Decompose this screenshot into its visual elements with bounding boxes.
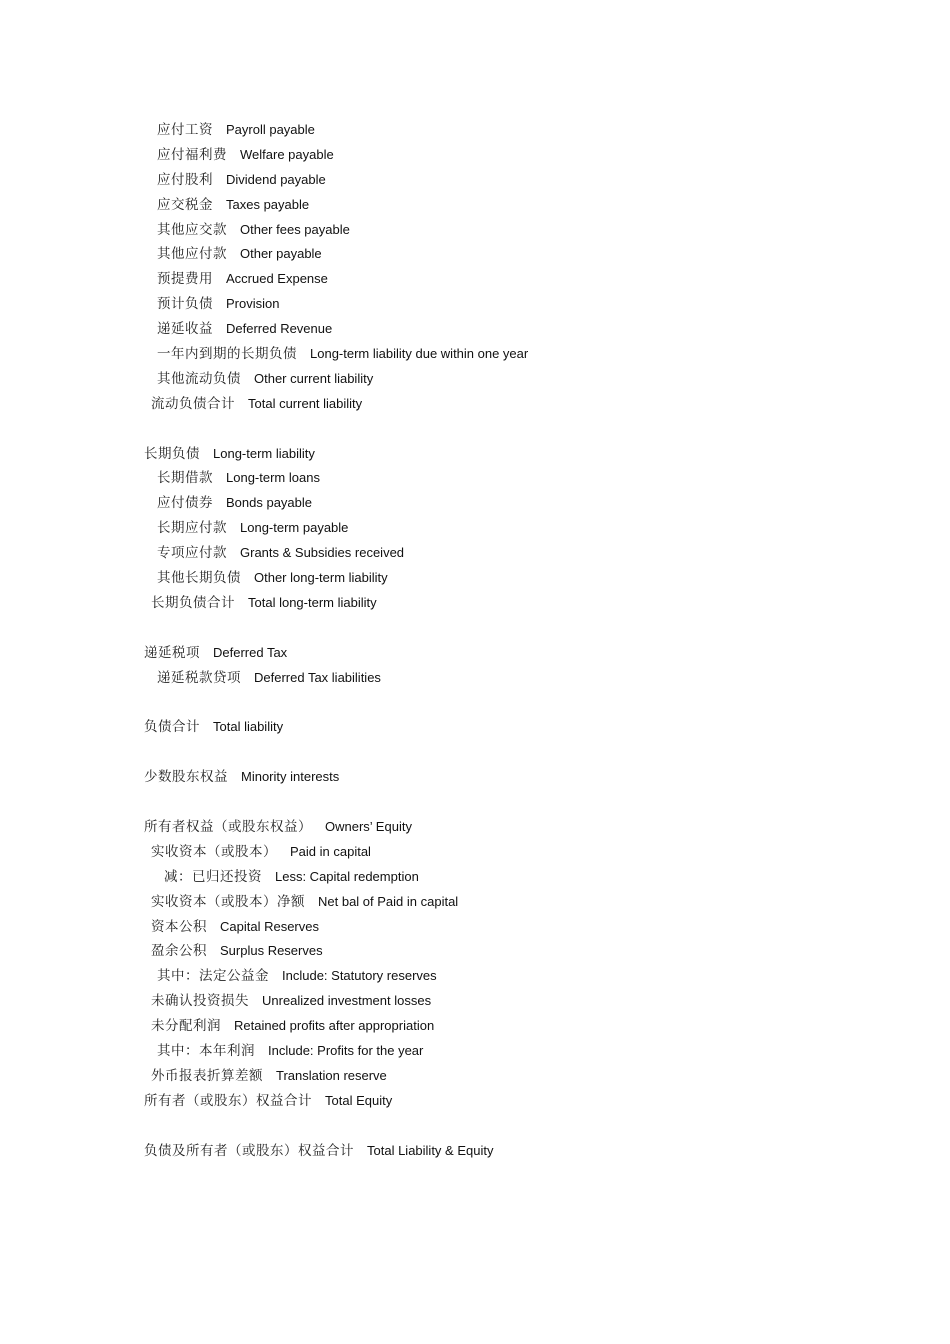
term-zh: 未分配利润 (151, 1018, 221, 1035)
term-zh: 其他流动负债 (157, 370, 241, 387)
glossary-row (144, 466, 904, 491)
glossary-row (144, 641, 904, 666)
glossary-row (144, 442, 904, 467)
term-en: Translation reserve (276, 1067, 387, 1083)
term-zh: 未确认投资损失 (151, 993, 249, 1010)
term-zh: 负债合计 (144, 719, 200, 736)
term-zh: 专项应付款 (157, 545, 227, 562)
glossary-row (144, 890, 904, 915)
term-en: Payroll payable (226, 122, 315, 137)
term-en: Include: Statutory reserves (282, 968, 437, 984)
term-en: Deferred Tax liabilities (254, 669, 381, 685)
term-zh: 长期应付款 (157, 520, 227, 537)
term-zh: 负债及所有者（或股东）权益合计 (144, 1142, 354, 1159)
term-en: Other long-term liability (254, 570, 388, 586)
term-zh: 实收资本（或股本）净额 (151, 893, 305, 910)
term-zh: 应付工资 (157, 122, 213, 138)
term-en: Grants & Subsidies received (240, 545, 405, 561)
term-zh: 盈余公积 (151, 943, 207, 960)
blank-line (144, 1114, 904, 1139)
term-zh: 长期负债合计 (151, 594, 235, 611)
glossary-row (144, 242, 904, 267)
term-zh: 递延税款贷项 (157, 669, 241, 686)
glossary-row (144, 715, 904, 740)
term-en: Total long-term liability (248, 594, 377, 610)
term-en: Bonds payable (226, 495, 313, 511)
glossary-row (144, 765, 904, 790)
glossary-row (144, 491, 904, 516)
term-zh: 长期借款 (157, 470, 213, 487)
term-en: Minority interests (241, 769, 340, 785)
term-zh: 递延收益 (157, 321, 213, 338)
term-zh: 外币报表折算差额 (151, 1067, 263, 1084)
term-zh: 其他应付款 (157, 246, 227, 263)
term-en: Taxes payable (226, 196, 310, 212)
term-zh: 流动负债合计 (151, 395, 235, 412)
term-en: Owners’ Equity (325, 818, 412, 834)
term-en: Long-term payable (240, 520, 349, 536)
term-zh: 资本公积 (151, 918, 207, 935)
glossary-row (144, 367, 904, 392)
term-zh: 长期负债 (144, 445, 200, 462)
glossary-row (144, 118, 904, 143)
term-en: Total Liability & Equity (367, 1142, 494, 1158)
term-zh: 所有者权益（或股东权益） (144, 818, 312, 835)
glossary-row (144, 168, 904, 193)
glossary-row (144, 1064, 904, 1089)
term-zh: 递延税项 (144, 644, 200, 661)
term-zh: 减：已归还投资 (164, 868, 262, 885)
term-en: Long-term liability (213, 445, 315, 461)
glossary-row (144, 591, 904, 616)
term-zh: 其中：本年利润 (157, 1042, 255, 1059)
glossary-row (144, 840, 904, 865)
glossary-row (144, 218, 904, 243)
term-en: Paid in capital (290, 843, 371, 859)
term-en: Deferred Tax (213, 644, 288, 660)
term-en: Surplus Reserves (220, 943, 323, 959)
glossary-row (144, 541, 904, 566)
term-zh: 预计负债 (157, 296, 213, 313)
glossary-row (144, 1139, 904, 1164)
term-zh: 其他长期负债 (157, 570, 241, 587)
glossary-row (144, 865, 904, 890)
term-en: Dividend payable (226, 171, 326, 187)
term-zh: 应付股利 (157, 171, 213, 188)
term-en: Other current liability (254, 370, 374, 386)
term-en: Other payable (240, 246, 322, 262)
glossary-row (144, 666, 904, 691)
term-en: Long-term loans (226, 470, 320, 486)
glossary-row (144, 392, 904, 417)
blank-line (144, 690, 904, 715)
glossary-row (144, 964, 904, 989)
glossary-row (144, 1014, 904, 1039)
term-zh: 所有者（或股东）权益合计 (144, 1092, 312, 1109)
term-zh: 实收资本（或股本） (151, 843, 277, 860)
glossary-row (144, 815, 904, 840)
term-zh: 其他应交款 (157, 221, 227, 238)
glossary-row (144, 1039, 904, 1064)
term-zh: 应交税金 (157, 196, 213, 213)
glossary-row (144, 292, 904, 317)
glossary-row (144, 143, 904, 168)
glossary-row (144, 989, 904, 1014)
glossary-row (144, 342, 904, 367)
term-zh: 预提费用 (157, 271, 213, 288)
glossary-row (144, 516, 904, 541)
glossary-row (144, 1089, 904, 1114)
term-en: Accrued Expense (226, 271, 328, 287)
blank-line (144, 616, 904, 641)
term-zh: 少数股东权益 (144, 769, 228, 786)
term-en: Include: Profits for the year (268, 1042, 424, 1058)
term-en: Less: Capital redemption (275, 868, 419, 884)
term-en: Welfare payable (240, 146, 334, 162)
glossary-row (144, 267, 904, 292)
term-en: Unrealized investment losses (262, 993, 432, 1009)
glossary-row (144, 915, 904, 940)
term-en: Deferred Revenue (226, 321, 333, 337)
glossary-row (144, 317, 904, 342)
term-en: Retained profits after appropriation (234, 1018, 435, 1034)
term-en: Capital Reserves (220, 918, 319, 934)
term-en: Provision (226, 296, 280, 312)
term-zh: 其中：法定公益金 (157, 968, 269, 985)
term-zh: 应付福利费 (157, 146, 227, 163)
term-en: Net bal of Paid in capital (318, 893, 459, 909)
glossary-list (144, 118, 904, 1163)
glossary-row (144, 566, 904, 591)
term-zh: 应付债券 (157, 495, 213, 512)
term-en: Other fees payable (240, 221, 350, 237)
glossary-row (144, 939, 904, 964)
blank-line (144, 790, 904, 815)
term-en: Long-term liability due within one year (310, 346, 529, 362)
blank-line (144, 417, 904, 442)
term-en: Total Equity (325, 1092, 393, 1108)
term-zh: 一年内到期的长期负债 (157, 346, 297, 363)
term-en: Total current liability (248, 395, 363, 411)
term-en: Total liability (213, 719, 284, 735)
glossary-row (144, 193, 904, 218)
blank-line (144, 740, 904, 765)
